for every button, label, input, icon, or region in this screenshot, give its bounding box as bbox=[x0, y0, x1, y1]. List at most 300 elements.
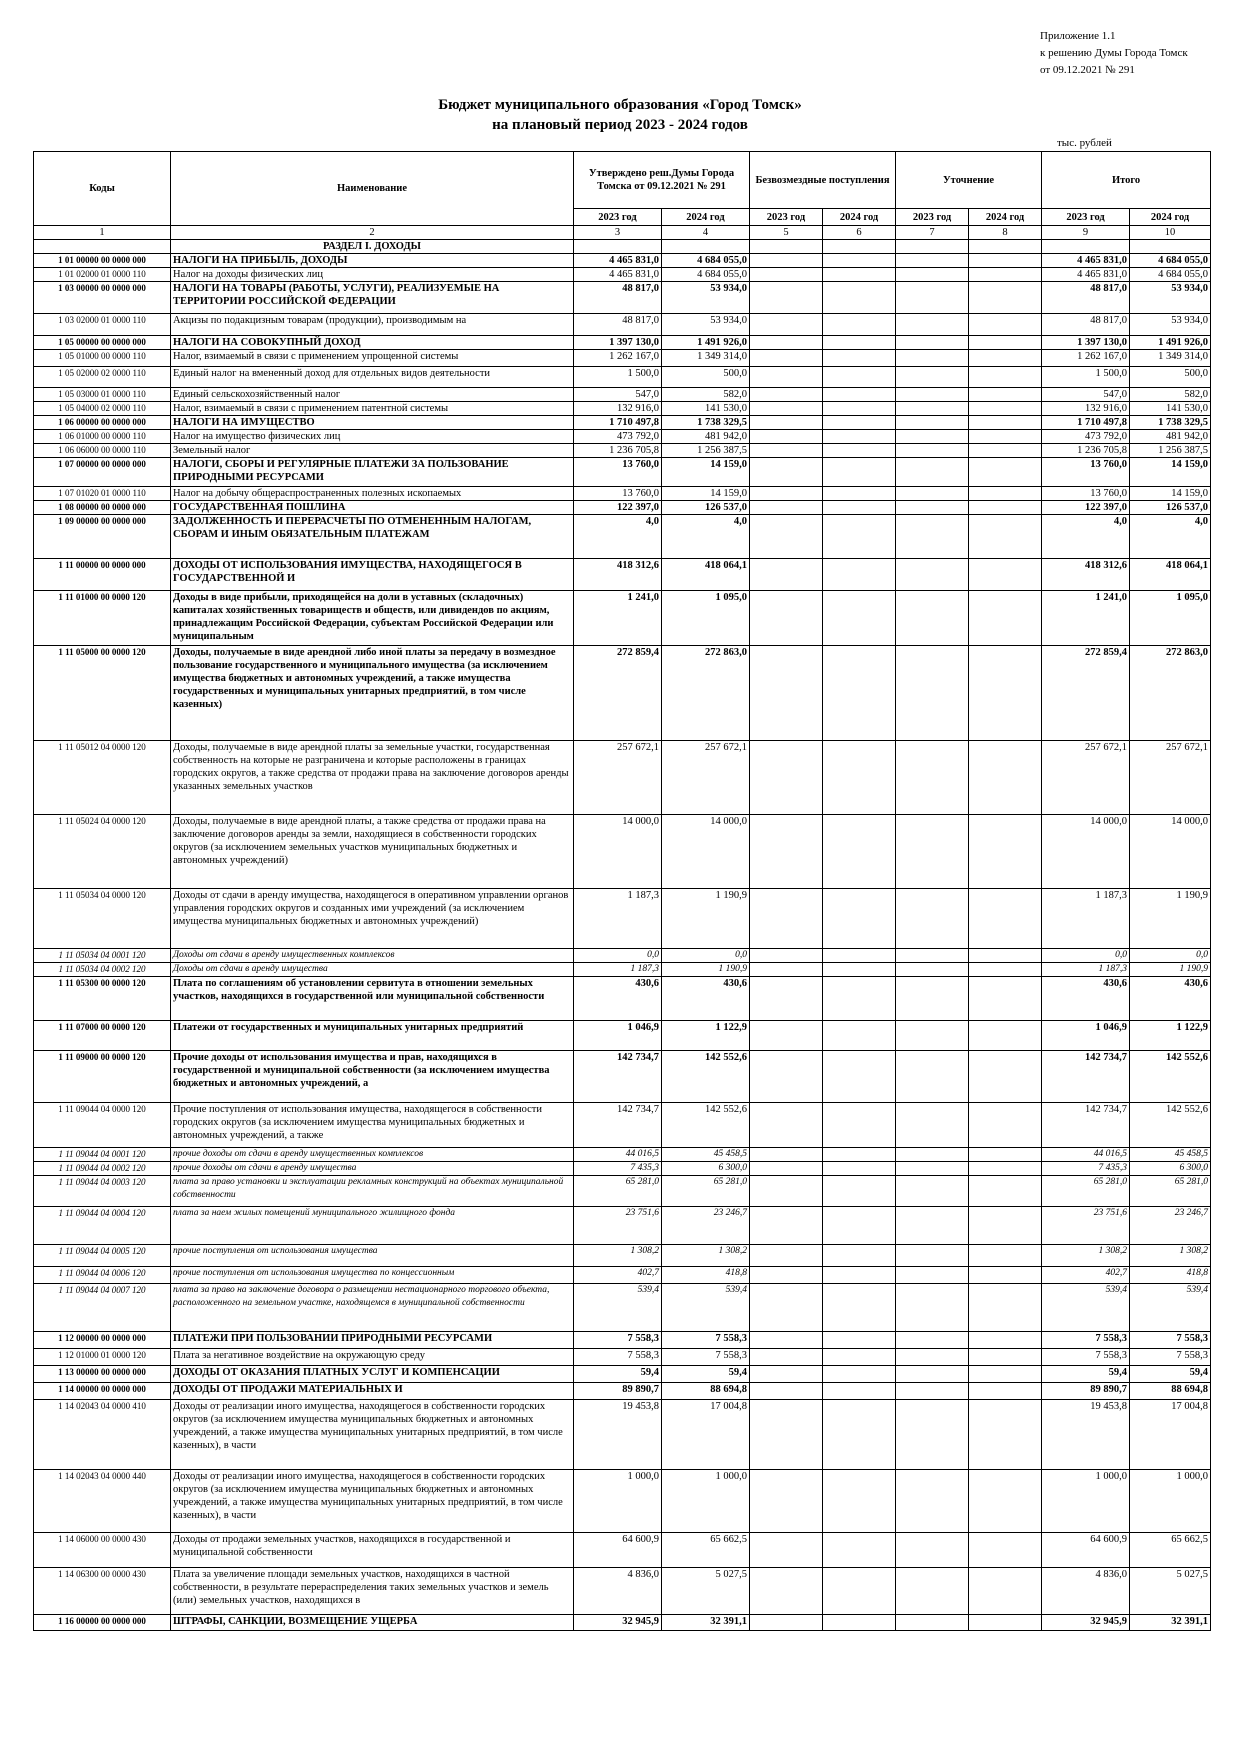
table-row bbox=[34, 1103, 1211, 1148]
column-number: 10 bbox=[1130, 226, 1211, 240]
row-code: 1 09 00000 00 0000 000 bbox=[34, 515, 171, 559]
table-row bbox=[34, 1267, 1211, 1284]
total-2023: 1 000,0 bbox=[1042, 1470, 1130, 1533]
total-2024: 65 662,5 bbox=[1130, 1533, 1211, 1568]
gratuitous-2024 bbox=[823, 591, 896, 646]
total-2023: 132 916,0 bbox=[1042, 402, 1130, 416]
approved-2024: 7 558,3 bbox=[662, 1332, 750, 1349]
row-name: Единый налог на вмененный доход для отдельных видов деятельности bbox=[171, 367, 574, 388]
gratuitous-2023 bbox=[750, 268, 823, 282]
row-name: Налог, взимаемый в связи с применением упрощенной системы bbox=[171, 350, 574, 367]
clarification-2023 bbox=[896, 1349, 969, 1366]
total-2024: 23 246,7 bbox=[1130, 1207, 1211, 1245]
clarification-2024 bbox=[969, 416, 1042, 430]
row-name: Налог, взимаемый в связи с применением патентной системы bbox=[171, 402, 574, 416]
approved-2024: 418 064,1 bbox=[662, 559, 750, 591]
row-name: Прочие поступления от использования имущества, находящегося в собственности городских округов (за исключением имущества муниципальных бюджетных и автономных учреждений, а также bbox=[171, 1103, 574, 1148]
total-2024: 1 738 329,5 bbox=[1130, 416, 1211, 430]
clarification-2024 bbox=[969, 1533, 1042, 1568]
total-2024: 59,4 bbox=[1130, 1366, 1211, 1383]
clarification-2024 bbox=[969, 350, 1042, 367]
row-name: прочие поступления от использования имущества bbox=[171, 1245, 574, 1267]
total-2023: 402,7 bbox=[1042, 1267, 1130, 1284]
row-code: 1 11 09044 04 0000 120 bbox=[34, 1103, 171, 1148]
table-row bbox=[34, 458, 1211, 487]
approved-2023: 1 241,0 bbox=[574, 591, 662, 646]
gratuitous-2024 bbox=[823, 314, 896, 336]
total-2023: 1 187,3 bbox=[1042, 963, 1130, 977]
total-2023: 65 281,0 bbox=[1042, 1176, 1130, 1207]
gratuitous-2024 bbox=[823, 1615, 896, 1631]
table-row bbox=[34, 1470, 1211, 1533]
approved-2024: 4 684 055,0 bbox=[662, 254, 750, 268]
total-2024: 430,6 bbox=[1130, 977, 1211, 1021]
row-code: 1 11 05034 04 0000 120 bbox=[34, 889, 171, 949]
approved-2024: 65 281,0 bbox=[662, 1176, 750, 1207]
clarification-2024 bbox=[969, 1332, 1042, 1349]
approved-2023: 89 890,7 bbox=[574, 1383, 662, 1400]
total-2023: 89 890,7 bbox=[1042, 1383, 1130, 1400]
total-2024: 65 281,0 bbox=[1130, 1176, 1211, 1207]
table-row bbox=[34, 1051, 1211, 1103]
table-row bbox=[34, 591, 1211, 646]
approved-2023: 1 187,3 bbox=[574, 889, 662, 949]
total-2024: 53 934,0 bbox=[1130, 314, 1211, 336]
clarification-2024 bbox=[969, 314, 1042, 336]
gratuitous-2023 bbox=[750, 1267, 823, 1284]
row-code: 1 11 09044 04 0005 120 bbox=[34, 1245, 171, 1267]
approved-2024: 1 095,0 bbox=[662, 591, 750, 646]
total-2024: 4 684 055,0 bbox=[1130, 254, 1211, 268]
table-row bbox=[34, 402, 1211, 416]
approved-2024: 582,0 bbox=[662, 388, 750, 402]
row-code: 1 07 00000 00 0000 000 bbox=[34, 458, 171, 487]
total-2023: 257 672,1 bbox=[1042, 741, 1130, 815]
approved-2024: 1 256 387,5 bbox=[662, 444, 750, 458]
clarification-2024 bbox=[969, 501, 1042, 515]
approved-2023: 4 465 831,0 bbox=[574, 254, 662, 268]
row-name: Доходы от продажи земельных участков, находящихся в государственной и муниципальной собственности bbox=[171, 1533, 574, 1568]
row-code: 1 07 01020 01 0000 110 bbox=[34, 487, 171, 501]
clarification-2024 bbox=[969, 515, 1042, 559]
header-year-2024: 2024 год bbox=[969, 209, 1042, 226]
approved-2023: 257 672,1 bbox=[574, 741, 662, 815]
column-number: 6 bbox=[823, 226, 896, 240]
row-code: 1 11 00000 00 0000 000 bbox=[34, 559, 171, 591]
total-2024: 7 558,3 bbox=[1130, 1349, 1211, 1366]
clarification-2023 bbox=[896, 1366, 969, 1383]
total-2024: 418,8 bbox=[1130, 1267, 1211, 1284]
total-2023: 13 760,0 bbox=[1042, 458, 1130, 487]
clarification-2024 bbox=[969, 1245, 1042, 1267]
gratuitous-2024 bbox=[823, 963, 896, 977]
approved-2024: 14 159,0 bbox=[662, 458, 750, 487]
clarification-2024 bbox=[969, 1103, 1042, 1148]
approved-2023: 19 453,8 bbox=[574, 1400, 662, 1470]
gratuitous-2023 bbox=[750, 815, 823, 889]
approved-2023: 4,0 bbox=[574, 515, 662, 559]
attachment-line-1: Приложение 1.1 bbox=[1040, 30, 1116, 42]
clarification-2023 bbox=[896, 1207, 969, 1245]
row-name: Доходы в виде прибыли, приходящейся на доли в уставных (складочных) капиталах хозяйственных товариществ и обществ, или дивидендов по акциям, принадлежащим Российской Федерации, субъектам Российской Федерации или муниципальным bbox=[171, 591, 574, 646]
clarification-2023 bbox=[896, 591, 969, 646]
clarification-2023 bbox=[896, 1103, 969, 1148]
clarification-2024 bbox=[969, 646, 1042, 741]
gratuitous-2023 bbox=[750, 1533, 823, 1568]
approved-2024: 500,0 bbox=[662, 367, 750, 388]
clarification-2024 bbox=[969, 1615, 1042, 1631]
total-2024: 142 552,6 bbox=[1130, 1051, 1211, 1103]
row-name: Доходы, получаемые в виде арендной платы за земельные участки, государственная собственность на которые не разграничена и которые расположены в границах городских округов, а также средства от продажи права на заключение договоров аренды указанных земельных участков bbox=[171, 741, 574, 815]
gratuitous-2024 bbox=[823, 1267, 896, 1284]
gratuitous-2023 bbox=[750, 388, 823, 402]
section-title: РАЗДЕЛ I. ДОХОДЫ bbox=[171, 240, 574, 254]
row-code: 1 11 09000 00 0000 120 bbox=[34, 1051, 171, 1103]
row-code: 1 06 00000 00 0000 000 bbox=[34, 416, 171, 430]
total-2023: 122 397,0 bbox=[1042, 501, 1130, 515]
clarification-2023 bbox=[896, 1284, 969, 1332]
clarification-2024 bbox=[969, 402, 1042, 416]
total-2024: 6 300,0 bbox=[1130, 1162, 1211, 1176]
attachment-line-3: от 09.12.2021 № 291 bbox=[1040, 64, 1135, 76]
clarification-2024 bbox=[969, 1383, 1042, 1400]
column-number: 5 bbox=[750, 226, 823, 240]
clarification-2024 bbox=[969, 1470, 1042, 1533]
approved-2024: 142 552,6 bbox=[662, 1103, 750, 1148]
row-code: 1 14 06000 00 0000 430 bbox=[34, 1533, 171, 1568]
row-name: Налог на добычу общераспространенных полезных ископаемых bbox=[171, 487, 574, 501]
table-row bbox=[34, 444, 1211, 458]
gratuitous-2024 bbox=[823, 1284, 896, 1332]
gratuitous-2023 bbox=[750, 350, 823, 367]
clarification-2024 bbox=[969, 458, 1042, 487]
header-clarification: Уточнение bbox=[896, 152, 1042, 209]
column-number: 9 bbox=[1042, 226, 1130, 240]
total-2024: 88 694,8 bbox=[1130, 1383, 1211, 1400]
table-row bbox=[34, 1176, 1211, 1207]
approved-2023: 1 397 130,0 bbox=[574, 336, 662, 350]
total-2024: 1 122,9 bbox=[1130, 1021, 1211, 1051]
row-name: прочие доходы от сдачи в аренду имущества bbox=[171, 1162, 574, 1176]
table-row bbox=[34, 646, 1211, 741]
row-code: 1 05 00000 00 0000 000 bbox=[34, 336, 171, 350]
row-name: прочие поступления от использования имущества по концессионным bbox=[171, 1267, 574, 1284]
row-code: 1 11 09044 04 0007 120 bbox=[34, 1284, 171, 1332]
total-2024: 5 027,5 bbox=[1130, 1568, 1211, 1615]
gratuitous-2023 bbox=[750, 559, 823, 591]
clarification-2024 bbox=[969, 1148, 1042, 1162]
column-number: 3 bbox=[574, 226, 662, 240]
approved-2023: 142 734,7 bbox=[574, 1051, 662, 1103]
approved-2023: 7 435,3 bbox=[574, 1162, 662, 1176]
approved-2023: 402,7 bbox=[574, 1267, 662, 1284]
row-name: Доходы, получаемые в виде арендной либо иной платы за передачу в возмездное пользование государственного и муниципального имущества (за исключением имущества бюджетных и автономных учреждений, а также имущества государственных и муниципальных унитарных предприятий, в том числе казенных) bbox=[171, 646, 574, 741]
gratuitous-2024 bbox=[823, 977, 896, 1021]
table-row bbox=[34, 1533, 1211, 1568]
row-code: 1 16 00000 00 0000 000 bbox=[34, 1615, 171, 1631]
approved-2023: 142 734,7 bbox=[574, 1103, 662, 1148]
gratuitous-2023 bbox=[750, 1162, 823, 1176]
header-year-2023: 2023 год bbox=[1042, 209, 1130, 226]
column-number: 7 bbox=[896, 226, 969, 240]
total-2024: 0,0 bbox=[1130, 949, 1211, 963]
approved-2024: 5 027,5 bbox=[662, 1568, 750, 1615]
gratuitous-2024 bbox=[823, 1568, 896, 1615]
clarification-2023 bbox=[896, 1533, 969, 1568]
table-row bbox=[34, 977, 1211, 1021]
row-code: 1 14 06300 00 0000 430 bbox=[34, 1568, 171, 1615]
total-2024: 272 863,0 bbox=[1130, 646, 1211, 741]
row-code: 1 05 02000 02 0000 110 bbox=[34, 367, 171, 388]
table-row bbox=[34, 282, 1211, 314]
clarification-2023 bbox=[896, 1021, 969, 1051]
row-name: Плата за увеличение площади земельных участков, находящихся в частной собственности, в результате перераспределения таких земельных участков и земель (или) земельных участков, находящихся в bbox=[171, 1568, 574, 1615]
table-row bbox=[34, 515, 1211, 559]
gratuitous-2024 bbox=[823, 388, 896, 402]
clarification-2024 bbox=[969, 268, 1042, 282]
clarification-2024 bbox=[969, 815, 1042, 889]
approved-2024: 4 684 055,0 bbox=[662, 268, 750, 282]
header-approved: Утверждено реш.Думы Города Томска от 09.12.2021 № 291 bbox=[574, 152, 750, 209]
approved-2023: 48 817,0 bbox=[574, 314, 662, 336]
total-2023: 547,0 bbox=[1042, 388, 1130, 402]
clarification-2023 bbox=[896, 977, 969, 1021]
units-label: тыс. рублей bbox=[1057, 137, 1112, 149]
clarification-2023 bbox=[896, 889, 969, 949]
table-row bbox=[34, 254, 1211, 268]
clarification-2023 bbox=[896, 1332, 969, 1349]
clarification-2023 bbox=[896, 336, 969, 350]
clarification-2023 bbox=[896, 963, 969, 977]
total-2023: 7 435,3 bbox=[1042, 1162, 1130, 1176]
table-row bbox=[34, 1021, 1211, 1051]
approved-2023: 473 792,0 bbox=[574, 430, 662, 444]
row-code: 1 06 01000 00 0000 110 bbox=[34, 430, 171, 444]
total-2023: 44 016,5 bbox=[1042, 1148, 1130, 1162]
row-name: ПЛАТЕЖИ ПРИ ПОЛЬЗОВАНИИ ПРИРОДНЫМИ РЕСУРСАМИ bbox=[171, 1332, 574, 1349]
row-code: 1 14 00000 00 0000 000 bbox=[34, 1383, 171, 1400]
approved-2023: 1 046,9 bbox=[574, 1021, 662, 1051]
gratuitous-2024 bbox=[823, 515, 896, 559]
row-code: 1 08 00000 00 0000 000 bbox=[34, 501, 171, 515]
total-2024: 257 672,1 bbox=[1130, 741, 1211, 815]
document-title-line-2: на плановый период 2023 - 2024 годов bbox=[492, 117, 748, 133]
table-row bbox=[34, 741, 1211, 815]
clarification-2024 bbox=[969, 336, 1042, 350]
total-2024: 45 458,5 bbox=[1130, 1148, 1211, 1162]
clarification-2024 bbox=[969, 1267, 1042, 1284]
row-name: Доходы от сдачи в аренду имущества bbox=[171, 963, 574, 977]
approved-2024: 481 942,0 bbox=[662, 430, 750, 444]
gratuitous-2024 bbox=[823, 1245, 896, 1267]
clarification-2023 bbox=[896, 1615, 969, 1631]
row-name: Налог на доходы физических лиц bbox=[171, 268, 574, 282]
gratuitous-2023 bbox=[750, 1207, 823, 1245]
total-2024: 7 558,3 bbox=[1130, 1332, 1211, 1349]
total-2023: 48 817,0 bbox=[1042, 314, 1130, 336]
clarification-2024 bbox=[969, 1568, 1042, 1615]
row-name: ЗАДОЛЖЕННОСТЬ И ПЕРЕРАСЧЕТЫ ПО ОТМЕНЕННЫМ НАЛОГАМ, СБОРАМ И ИНЫМ ОБЯЗАТЕЛЬНЫМ ПЛАТЕЖАМ bbox=[171, 515, 574, 559]
clarification-2024 bbox=[969, 1400, 1042, 1470]
table-row bbox=[34, 501, 1211, 515]
total-2024: 582,0 bbox=[1130, 388, 1211, 402]
gratuitous-2023 bbox=[750, 416, 823, 430]
gratuitous-2024 bbox=[823, 1533, 896, 1568]
approved-2024: 23 246,7 bbox=[662, 1207, 750, 1245]
row-code: 1 11 05034 04 0001 120 bbox=[34, 949, 171, 963]
table-row bbox=[34, 815, 1211, 889]
gratuitous-2024 bbox=[823, 949, 896, 963]
approved-2024: 141 530,0 bbox=[662, 402, 750, 416]
gratuitous-2023 bbox=[750, 1615, 823, 1631]
header-year-2023: 2023 год bbox=[574, 209, 662, 226]
row-name: ДОХОДЫ ОТ ОКАЗАНИЯ ПЛАТНЫХ УСЛУГ И КОМПЕНСАЦИИ bbox=[171, 1366, 574, 1383]
approved-2024: 142 552,6 bbox=[662, 1051, 750, 1103]
clarification-2024 bbox=[969, 559, 1042, 591]
clarification-2023 bbox=[896, 559, 969, 591]
row-name: НАЛОГИ НА ИМУЩЕСТВО bbox=[171, 416, 574, 430]
clarification-2024 bbox=[969, 430, 1042, 444]
approved-2024: 4,0 bbox=[662, 515, 750, 559]
table-row bbox=[34, 1366, 1211, 1383]
total-2023: 7 558,3 bbox=[1042, 1349, 1130, 1366]
gratuitous-2023 bbox=[750, 430, 823, 444]
approved-2024: 418,8 bbox=[662, 1267, 750, 1284]
clarification-2023 bbox=[896, 282, 969, 314]
table-row bbox=[34, 350, 1211, 367]
clarification-2023 bbox=[896, 314, 969, 336]
clarification-2024 bbox=[969, 388, 1042, 402]
row-code: 1 05 04000 02 0000 110 bbox=[34, 402, 171, 416]
gratuitous-2024 bbox=[823, 282, 896, 314]
gratuitous-2024 bbox=[823, 416, 896, 430]
clarification-2023 bbox=[896, 458, 969, 487]
approved-2023: 547,0 bbox=[574, 388, 662, 402]
clarification-2023 bbox=[896, 1568, 969, 1615]
row-name: ДОХОДЫ ОТ ИСПОЛЬЗОВАНИЯ ИМУЩЕСТВА, НАХОДЯЩЕГОСЯ В ГОСУДАРСТВЕННОЙ И bbox=[171, 559, 574, 591]
gratuitous-2023 bbox=[750, 741, 823, 815]
approved-2024: 45 458,5 bbox=[662, 1148, 750, 1162]
approved-2023: 23 751,6 bbox=[574, 1207, 662, 1245]
gratuitous-2023 bbox=[750, 977, 823, 1021]
row-name: Доходы от реализации иного имущества, находящегося в собственности городских округов (за исключением имущества муниципальных бюджетных и автономных учреждений, а также имущества муниципальных унитарных предприятий, в том числе казенных), в части bbox=[171, 1400, 574, 1470]
header-year-2024: 2024 год bbox=[823, 209, 896, 226]
gratuitous-2024 bbox=[823, 1470, 896, 1533]
gratuitous-2024 bbox=[823, 1332, 896, 1349]
gratuitous-2023 bbox=[750, 367, 823, 388]
gratuitous-2024 bbox=[823, 501, 896, 515]
approved-2023: 44 016,5 bbox=[574, 1148, 662, 1162]
gratuitous-2023 bbox=[750, 1103, 823, 1148]
approved-2024: 32 391,1 bbox=[662, 1615, 750, 1631]
total-2023: 1 397 130,0 bbox=[1042, 336, 1130, 350]
clarification-2024 bbox=[969, 282, 1042, 314]
table-row bbox=[34, 388, 1211, 402]
gratuitous-2023 bbox=[750, 402, 823, 416]
gratuitous-2024 bbox=[823, 1148, 896, 1162]
total-2023: 4 836,0 bbox=[1042, 1568, 1130, 1615]
clarification-2024 bbox=[969, 1021, 1042, 1051]
clarification-2024 bbox=[969, 444, 1042, 458]
gratuitous-2023 bbox=[750, 515, 823, 559]
row-name: Прочие доходы от использования имущества и прав, находящихся в государственной и муниципальной собственности (за исключением имущества бюджетных и автономных учреждений, а bbox=[171, 1051, 574, 1103]
approved-2024: 1 190,9 bbox=[662, 963, 750, 977]
table-row bbox=[34, 1383, 1211, 1400]
approved-2024: 0,0 bbox=[662, 949, 750, 963]
approved-2024: 65 662,5 bbox=[662, 1533, 750, 1568]
gratuitous-2024 bbox=[823, 1400, 896, 1470]
row-name: Плата по соглашениям об установлении сервитута в отношении земельных участков, находящихся в государственной или муниципальной собственности bbox=[171, 977, 574, 1021]
gratuitous-2023 bbox=[750, 949, 823, 963]
gratuitous-2023 bbox=[750, 444, 823, 458]
approved-2023: 1 000,0 bbox=[574, 1470, 662, 1533]
clarification-2023 bbox=[896, 646, 969, 741]
table-row bbox=[34, 336, 1211, 350]
clarification-2024 bbox=[969, 254, 1042, 268]
total-2024: 142 552,6 bbox=[1130, 1103, 1211, 1148]
approved-2023: 4 465 831,0 bbox=[574, 268, 662, 282]
row-code: 1 14 02043 04 0000 440 bbox=[34, 1470, 171, 1533]
clarification-2023 bbox=[896, 815, 969, 889]
gratuitous-2023 bbox=[750, 314, 823, 336]
approved-2024: 14 159,0 bbox=[662, 487, 750, 501]
row-code: 1 01 02000 01 0000 110 bbox=[34, 268, 171, 282]
row-name: НАЛОГИ НА ПРИБЫЛЬ, ДОХОДЫ bbox=[171, 254, 574, 268]
clarification-2023 bbox=[896, 1176, 969, 1207]
approved-2024: 126 537,0 bbox=[662, 501, 750, 515]
approved-2024: 6 300,0 bbox=[662, 1162, 750, 1176]
total-2023: 23 751,6 bbox=[1042, 1207, 1130, 1245]
row-name: плата за право установки и эксплуатации рекламных конструкций на объектах муниципальной собственности bbox=[171, 1176, 574, 1207]
total-2024: 1 190,9 bbox=[1130, 889, 1211, 949]
total-2024: 14 000,0 bbox=[1130, 815, 1211, 889]
clarification-2024 bbox=[969, 1176, 1042, 1207]
gratuitous-2024 bbox=[823, 1349, 896, 1366]
clarification-2024 bbox=[969, 1284, 1042, 1332]
total-2023: 59,4 bbox=[1042, 1366, 1130, 1383]
total-2024: 1 095,0 bbox=[1130, 591, 1211, 646]
gratuitous-2023 bbox=[750, 1051, 823, 1103]
budget-table bbox=[33, 151, 1211, 1631]
gratuitous-2023 bbox=[750, 254, 823, 268]
clarification-2024 bbox=[969, 963, 1042, 977]
table-row bbox=[34, 1349, 1211, 1366]
approved-2023: 132 916,0 bbox=[574, 402, 662, 416]
total-2023: 1 187,3 bbox=[1042, 889, 1130, 949]
header-total: Итого bbox=[1042, 152, 1211, 209]
total-2024: 1 256 387,5 bbox=[1130, 444, 1211, 458]
section-row bbox=[34, 240, 1211, 254]
clarification-2023 bbox=[896, 741, 969, 815]
gratuitous-2023 bbox=[750, 646, 823, 741]
approved-2023: 4 836,0 bbox=[574, 1568, 662, 1615]
clarification-2024 bbox=[969, 1366, 1042, 1383]
row-name: НАЛОГИ НА СОВОКУПНЫЙ ДОХОД bbox=[171, 336, 574, 350]
approved-2024: 272 863,0 bbox=[662, 646, 750, 741]
table-row bbox=[34, 1615, 1211, 1631]
approved-2024: 53 934,0 bbox=[662, 282, 750, 314]
clarification-2024 bbox=[969, 977, 1042, 1021]
gratuitous-2024 bbox=[823, 367, 896, 388]
clarification-2023 bbox=[896, 1400, 969, 1470]
clarification-2023 bbox=[896, 430, 969, 444]
table-row bbox=[34, 1284, 1211, 1332]
column-numbers-row bbox=[34, 226, 1211, 240]
gratuitous-2023 bbox=[750, 1366, 823, 1383]
gratuitous-2023 bbox=[750, 1021, 823, 1051]
approved-2024: 1 491 926,0 bbox=[662, 336, 750, 350]
row-code: 1 05 03000 01 0000 110 bbox=[34, 388, 171, 402]
